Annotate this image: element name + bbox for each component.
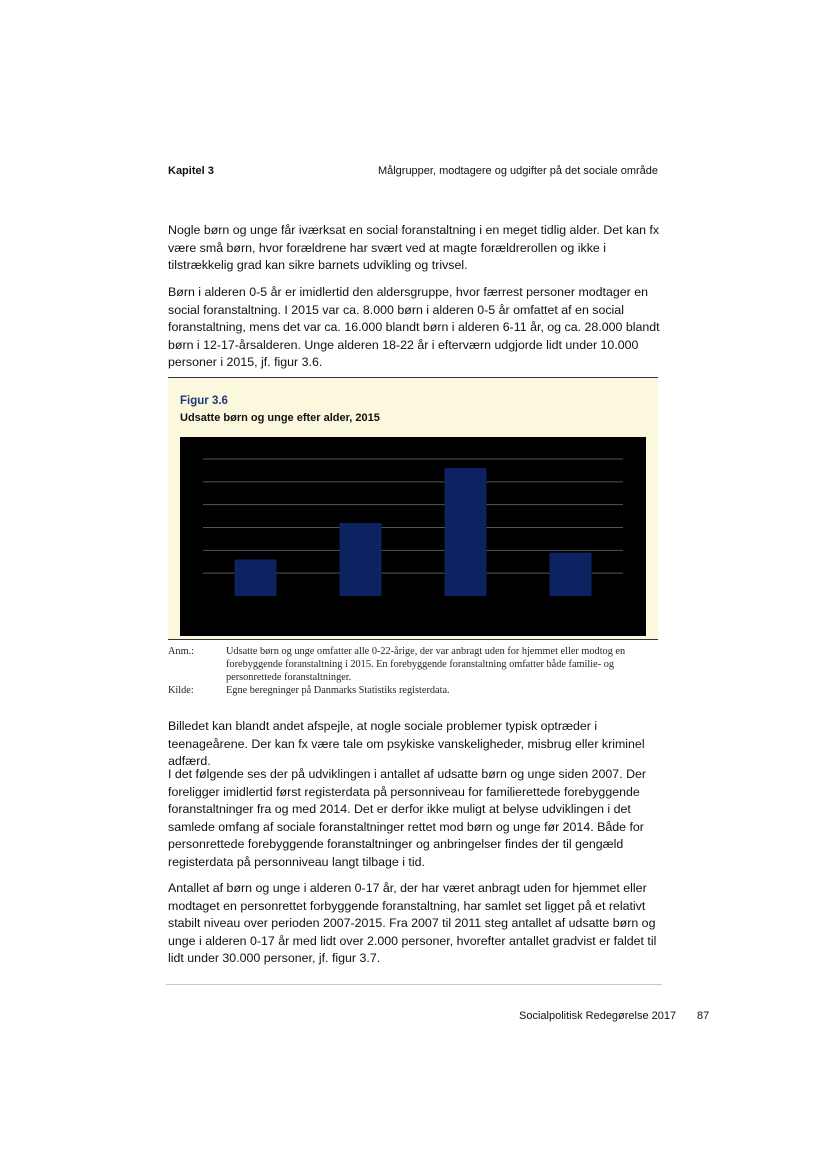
paragraph-age-groups: Børn i alderen 0-5 år er imidlertid den aldersgruppe, hvor færrest personer modtager en social foranstaltning. I 2015 var ca. 8.000 børn i alderen 0-5 år omfattet af en social foranstaltning, mens det var ca. 16.000 blandt børn i alderen 6-11 år, og ca. 28.000 blandt børn i 12-17-årsalderen. Unge alderen 18-22 år i efterværn udgjorde lidt under 10.000 personer i 2015, jf. figur 3.6. [168,285,660,370]
bar-chart [180,437,646,636]
note-label: Anm.: [168,646,195,657]
figure-title: Udsatte børn og unge efter alder, 2015 [180,412,380,424]
source-text: Egne beregninger på Danmarks Statistiks registerdata. [226,685,450,696]
figure-box [168,377,658,640]
page-number: 87 [697,1010,710,1022]
bar-0-5 år [235,559,277,596]
footer-publication: Socialpolitisk Redegørelse 2017 [519,1010,677,1022]
paragraph-intro: Nogle børn og unge får iværksat en social foranstaltning i en meget tidlig alder. Det kan fx være små børn, hvor forældrene har svært ved at magte forældrerollen og ikke i tilstrækkelig grad kan sikre barnets udvikling og trivsel. [168,223,660,273]
source-row [168,684,658,697]
figure-notes [168,645,658,697]
footer-divider [166,984,662,985]
paragraph-teenage: Billedet kan blandt andet afspejle, at nogle sociale problemer typisk optræder i teenageårene. Der kan fx være tale om psykiske vanskeligheder, misbrug eller kriminel adfærd. [168,719,645,769]
bar-18-22 år [550,553,592,596]
paragraph-trend: Antallet af børn og unge i alderen 0-17 år, der har været anbragt uden for hjemmet eller modtaget en personrettet forbyggende foranstaltning, har samlet set ligget på et relativt stabilt niveau over perioden 2007-2015. Fra 2007 til 2011 steg antallet af udsatte børn og unge i alderen 0-17 år med lidt over 2.000 personer, hvorefter antallet gradvist er faldet til lidt under 30.000 personer, jf. figur 3.7. [168,881,657,966]
note-text: Udsatte børn og unge omfatter alle 0-22-årige, der var anbragt uden for hjemmet eller modtog en forebyggende foranstaltning i 2015. En forebyggende foranstaltning omfatter både familie- og personrettede foranstaltninger. [226,646,626,683]
chapter-label: Kapitel 3 [168,165,214,177]
chart-canvas [180,437,646,636]
note-row [168,645,658,684]
section-title: Målgrupper, modtagere og udgifter på det sociale område [377,165,658,177]
source-label: Kilde: [168,685,194,696]
figure-number: Figur 3.6 [180,395,228,407]
bar-12-17 år [445,468,487,596]
paragraph-development: I det følgende ses der på udviklingen i antallet af udsatte børn og unge siden 2007. Der foreligger imidlertid først registerdata på personniveau for familierettede forebyggende foranstaltninger fra og med 2014. Det er derfor ikke muligt at belyse udviklingen i det samlede omfang af sociale foranstaltninger rettet mod børn og unge før 2014. Både for personrettede forebyggende foranstaltninger og anbringelser findes der til gengæld registerdata på personniveau langt tilbage i tid. [168,767,647,869]
bar-6-11 år [340,523,382,596]
